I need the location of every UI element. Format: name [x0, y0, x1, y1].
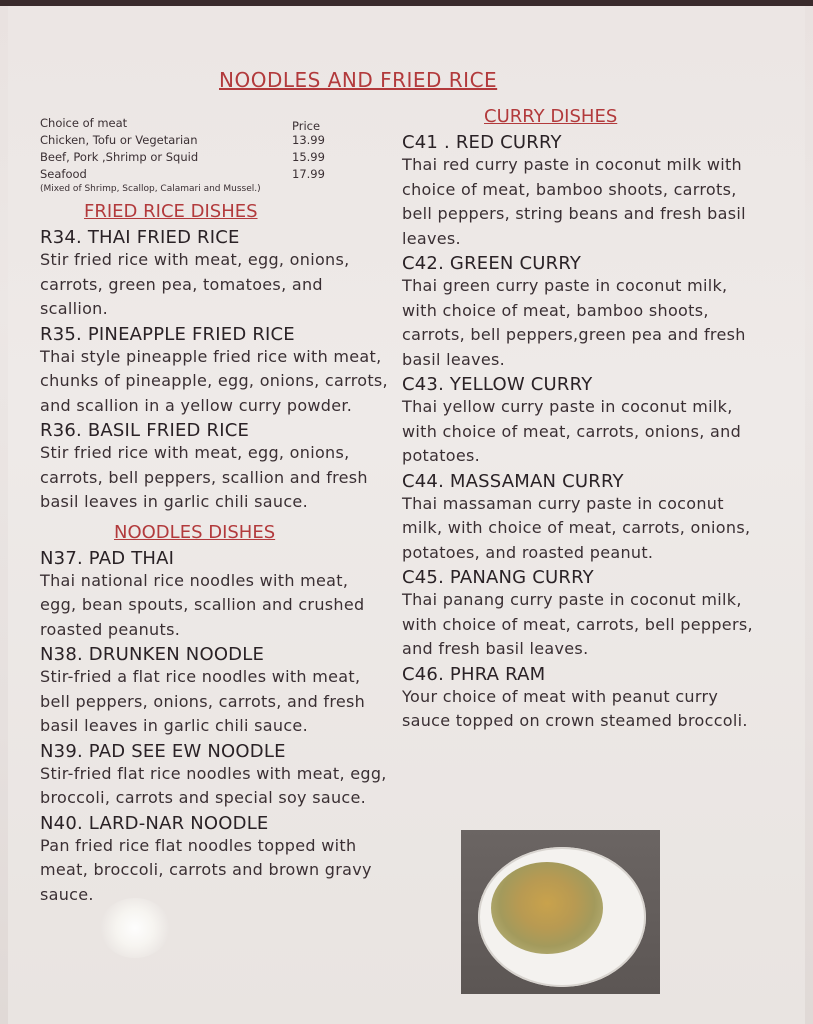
menu-item-title: R35. PINEAPPLE FRIED RICE	[40, 323, 295, 345]
price-row-value: 15.99	[292, 150, 325, 164]
price-table	[40, 116, 330, 194]
page-title: NOODLES AND FRIED RICE	[219, 68, 498, 92]
menu-item	[40, 813, 390, 908]
menu-item	[40, 644, 390, 739]
menu-item-desc: Thai national rice noodles with meat, egg, bean spouts, scallion and crushed roasted peanuts.	[40, 570, 365, 639]
price-row-value: 13.99	[292, 133, 325, 147]
price-header-label: Choice of meat	[40, 116, 128, 130]
menu-item	[402, 132, 762, 251]
menu-item-title: N37. PAD THAI	[40, 547, 175, 569]
menu-item-desc: Thai style pineapple fried rice with meat, chunks of pineapple, egg, onions, carrots, and scallion in a yellow curry powder.	[40, 346, 388, 415]
price-header-price: Price	[292, 119, 321, 133]
light-glare	[100, 898, 170, 958]
menu-item-title: C41 . RED CURRY	[402, 132, 562, 153]
menu-item-title: C43. YELLOW CURRY	[402, 374, 593, 395]
menu-item	[40, 420, 390, 515]
menu-item-desc: Thai red curry paste in coconut milk with choice of meat, bamboo shoots, carrots, bell peppers, string beans and fresh basil leaves.	[402, 155, 746, 248]
menu-item-desc: Stir-fried flat rice noodles with meat, egg, broccoli, carrots and special soy sauce.	[40, 763, 387, 807]
menu-item-title: C45. PANANG CURRY	[402, 567, 594, 588]
menu-item	[40, 324, 390, 419]
menu-item-desc: Stir-fried a flat rice noodles with meat, bell peppers, onions, carrots, and fresh basil leaves in garlic chili sauce.	[40, 667, 366, 735]
curry-dish-photo	[461, 830, 660, 994]
menu-item-title: N40. LARD-NAR NOODLE	[40, 812, 269, 834]
curry-heading: CURRY DISHES	[484, 106, 618, 127]
menu-item-title: R36. BASIL FRIED RICE	[40, 420, 250, 441]
menu-item-desc: Thai panang curry paste in coconut milk, with choice of meat, carrots, bell peppers, and fresh basil leaves.	[402, 590, 753, 658]
menu-item	[402, 471, 762, 566]
fried-rice-heading: FRIED RICE DISHES	[84, 201, 258, 222]
right-column	[402, 106, 762, 736]
price-row-label: Seafood	[40, 167, 87, 181]
menu-item-desc: Thai massaman curry paste in coconut milk, with choice of meat, carrots, onions, potatoes, and roasted peanut.	[402, 493, 751, 562]
menu-item-desc: Thai yellow curry paste in coconut milk, with choice of meat, carrots, onions, and potatoes.	[402, 397, 742, 465]
price-row-label: Chicken, Tofu or Vegetarian	[40, 133, 198, 147]
menu-item-desc: Your choice of meat with peanut curry sauce topped on crown steamed broccoli.	[402, 686, 748, 730]
noodles-heading: NOODLES DISHES	[114, 521, 276, 543]
menu-item	[40, 227, 390, 322]
price-row	[40, 133, 330, 150]
menu-item-title: N39. PAD SEE EW NOODLE	[40, 740, 286, 762]
menu-item	[402, 664, 762, 734]
menu-item-title: C46. PHRA RAM	[402, 663, 546, 685]
menu-item	[40, 548, 390, 643]
menu-item	[40, 741, 390, 811]
price-row-value: 17.99	[292, 167, 325, 181]
menu-item-title: C44. MASSAMAN CURRY	[402, 470, 624, 492]
menu-item	[402, 374, 762, 469]
menu-item-desc: Stir fried rice with meat, egg, onions, carrots, bell peppers, scallion and fresh basil leaves in garlic chili sauce.	[40, 443, 368, 511]
price-header-row	[40, 116, 330, 133]
menu-item-desc: Pan fried rice flat noodles topped with meat, broccoli, carrots and brown gravy sauce.	[40, 835, 372, 904]
price-row-label: Beef, Pork ,Shrimp or Squid	[40, 150, 199, 164]
menu-item	[402, 567, 762, 662]
menu-item	[402, 253, 762, 372]
menu-item-title: C42. GREEN CURRY	[402, 253, 582, 274]
menu-item-title: R34. THAI FRIED RICE	[40, 227, 240, 248]
menu-item-title: N38. DRUNKEN NOODLE	[40, 644, 265, 665]
menu-item-desc: Stir fried rice with meat, egg, onions, carrots, green pea, tomatoes, and scallion.	[40, 250, 350, 318]
menu-item-desc: Thai green curry paste in coconut milk, with choice of meat, bamboo shoots, carrots, bell peppers,green pea and fresh basil leaves.	[402, 276, 746, 369]
seafood-note: (Mixed of Shrimp, Scallop, Calamari and Mussel.)	[40, 184, 261, 194]
price-row	[40, 167, 330, 184]
price-row	[40, 150, 330, 167]
left-column	[40, 116, 390, 909]
curry-bowl	[491, 862, 603, 954]
